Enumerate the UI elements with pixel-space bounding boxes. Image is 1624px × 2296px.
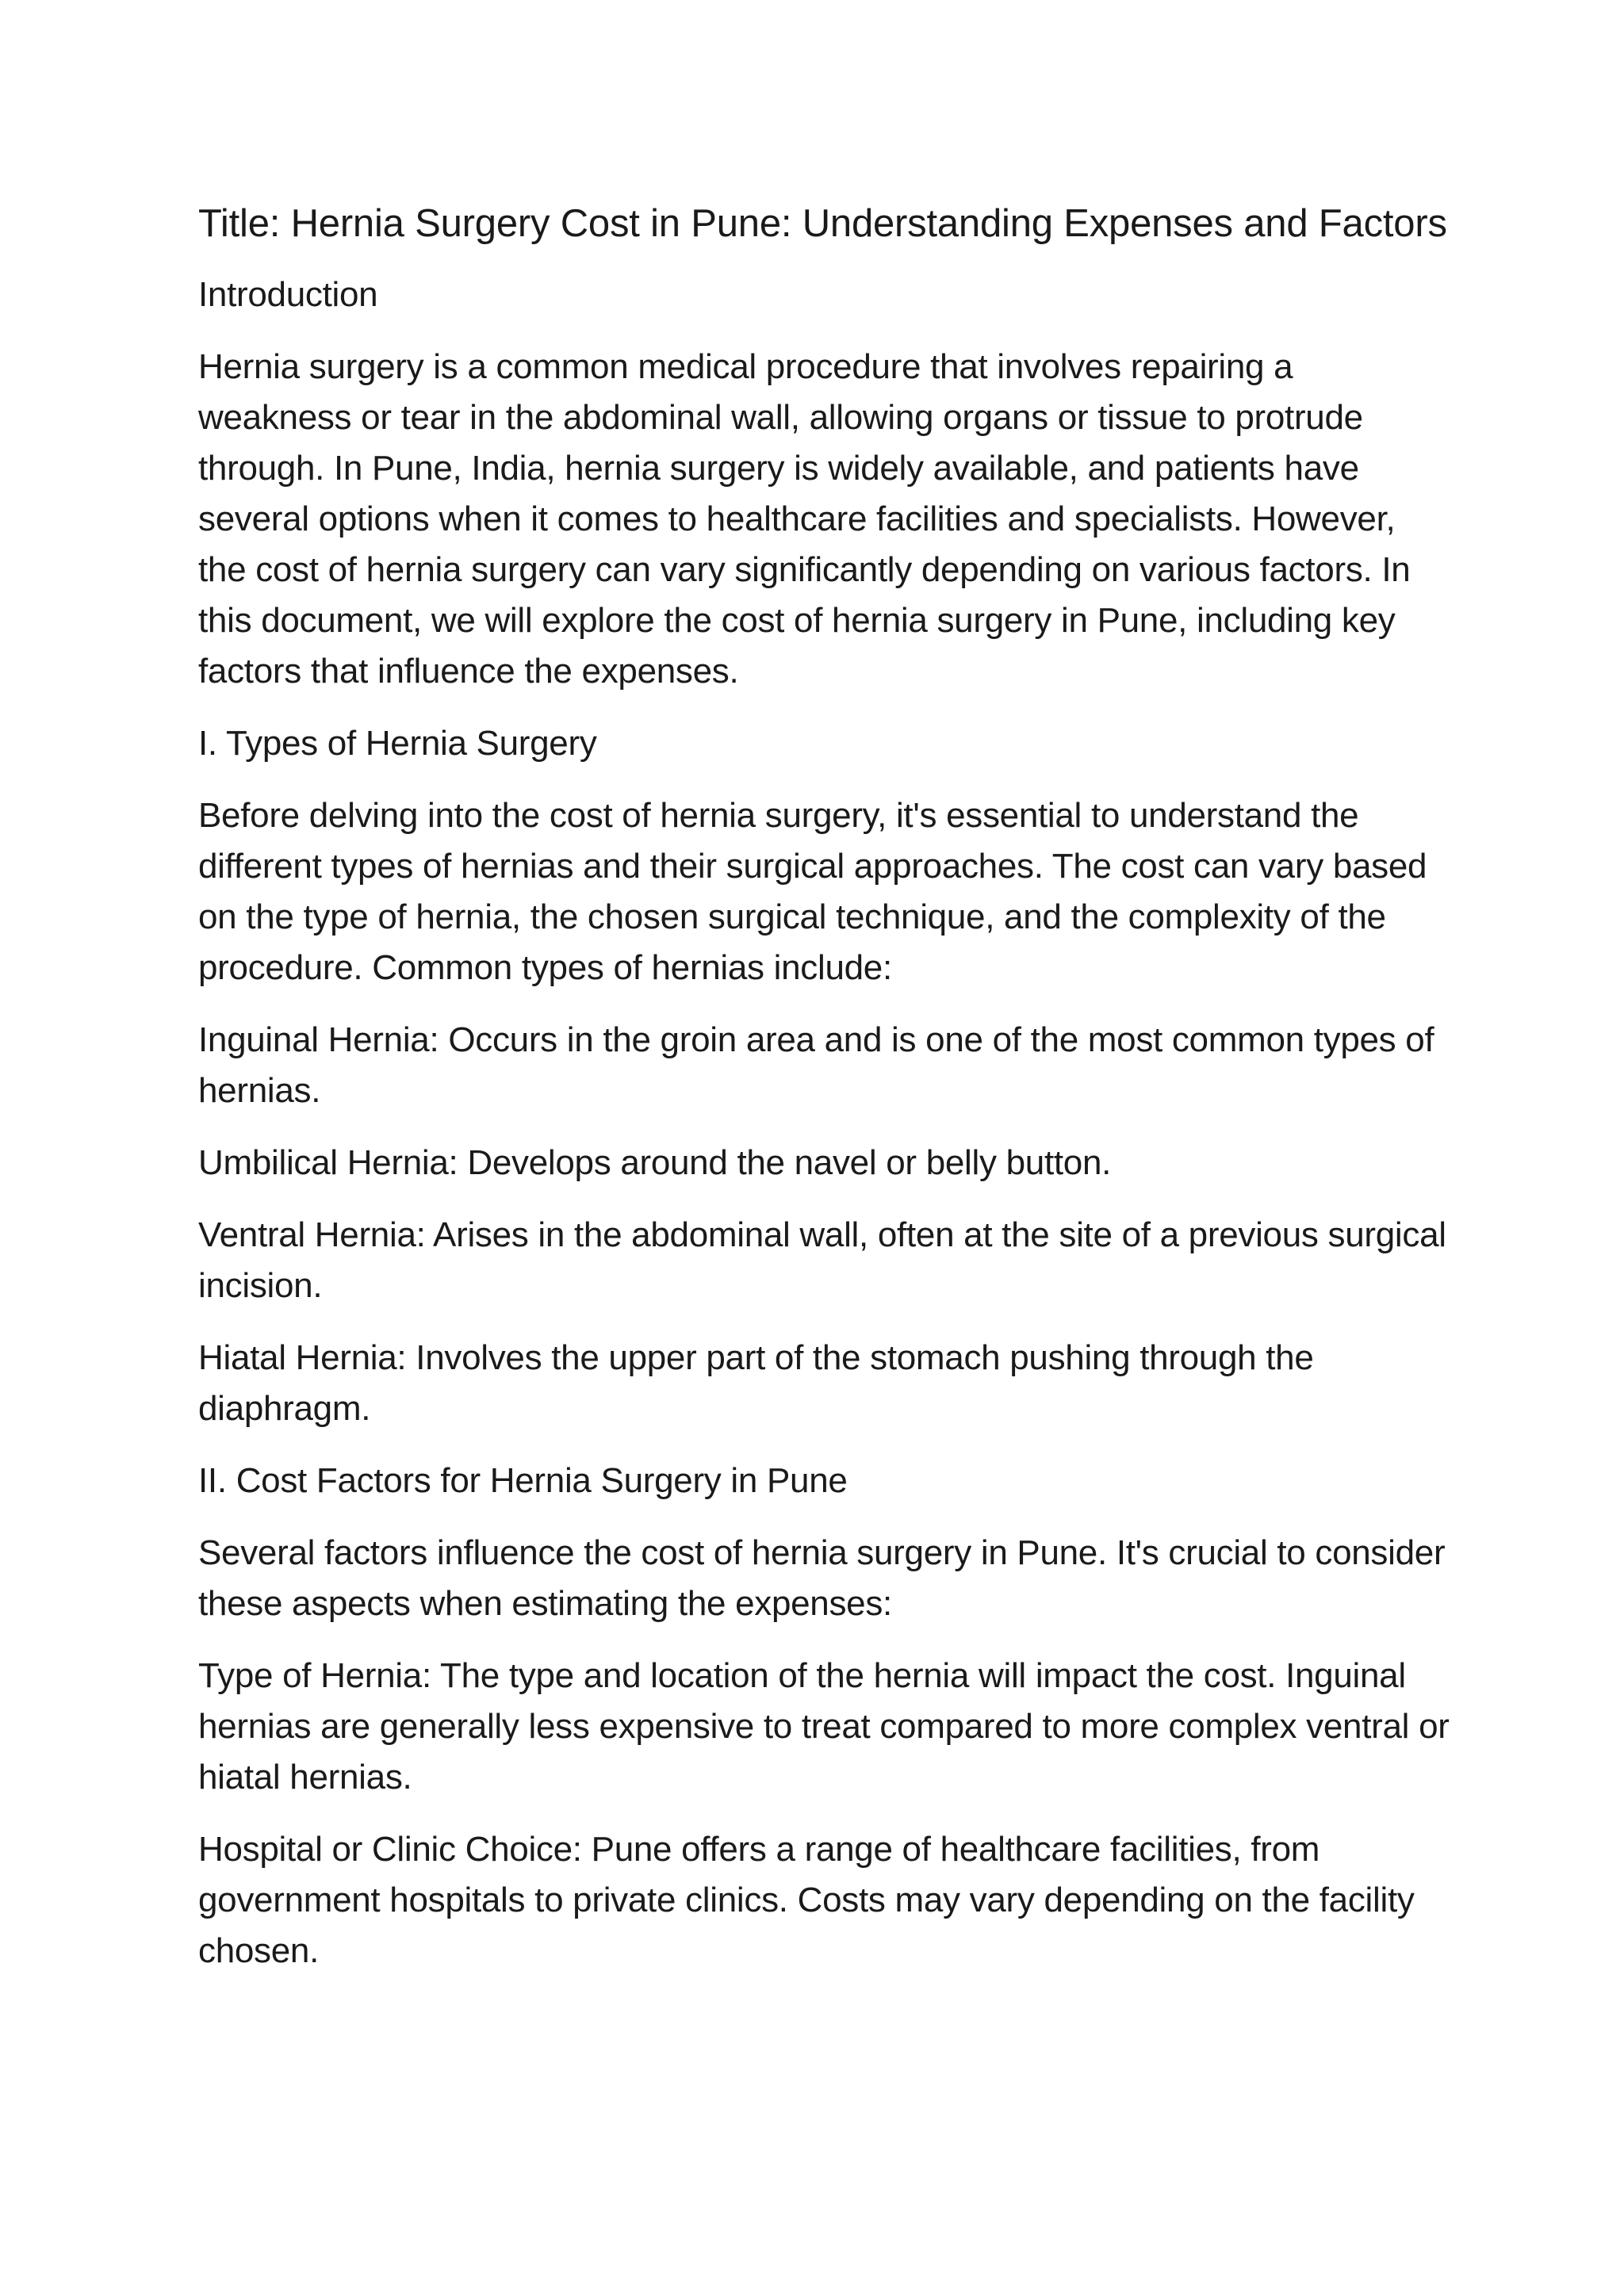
document-body (198, 195, 1451, 1998)
section-heading-cost-factors: II. Cost Factors for Hernia Surgery in Pune (198, 1461, 848, 1500)
section-heading-types: I. Types of Hernia Surgery (198, 724, 597, 763)
list-item-type-of-hernia: Type of Hernia: The type and location of the hernia will impact the cost. Inguinal hernias are generally less expensive to treat compared to more complex ventral or hiatal hernias. (198, 1656, 1450, 1797)
list-item-umbilical-hernia: Umbilical Hernia: Develops around the navel or belly button. (198, 1143, 1112, 1182)
list-item-inguinal-hernia: Inguinal Hernia: Occurs in the groin area and is one of the most common types of hernias. (198, 1020, 1434, 1110)
paragraph-types-intro: Before delving into the cost of hernia surgery, it's essential to understand the different types of hernias and their surgical approaches. The cost can vary based on the type of hernia, the chosen surgical technique, and the complexity of the procedure. Common types of hernias include: (198, 796, 1427, 987)
paragraph-introduction: Hernia surgery is a common medical procedure that involves repairing a weakness or tear in the abdominal wall, allowing organs or tissue to protrude through. In Pune, India, hernia surgery is widely available, and patients have several options when it comes to healthcare facilities and specialists. However, the cost of hernia surgery can vary significantly depending on various factors. In this document, we will explore the cost of hernia surgery in Pune, including key factors that influence the expenses. (198, 347, 1411, 691)
list-item-hiatal-hernia: Hiatal Hernia: Involves the upper part of the stomach pushing through the diaphragm. (198, 1338, 1314, 1428)
list-item-hospital-choice: Hospital or Clinic Choice: Pune offers a range of healthcare facilities, from government hospitals to private clinics. Costs may vary depending on the facility chosen. (198, 1830, 1415, 1970)
list-item-ventral-hernia: Ventral Hernia: Arises in the abdominal wall, often at the site of a previous surgical incision. (198, 1215, 1446, 1305)
section-heading-introduction: Introduction (198, 275, 378, 314)
paragraph-cost-factors-intro: Several factors influence the cost of hernia surgery in Pune. It's crucial to consider these aspects when estimating the expenses: (198, 1533, 1446, 1623)
document-title: Title: Hernia Surgery Cost in Pune: Understanding Expenses and Factors (198, 202, 1447, 245)
